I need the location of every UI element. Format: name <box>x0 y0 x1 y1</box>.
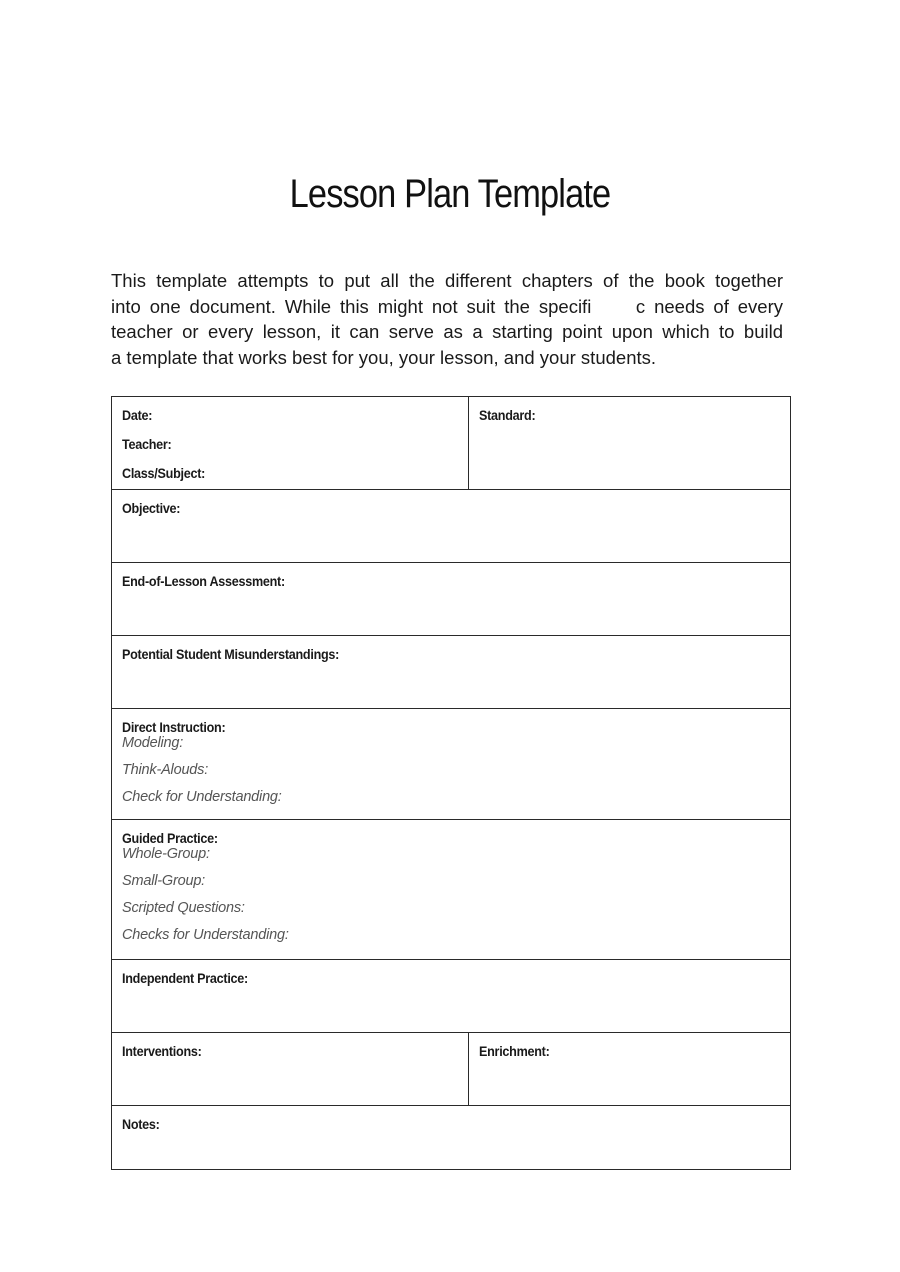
independent-practice-label: Independent Practice: <box>122 970 248 986</box>
misunderstandings-label: Potential Student Misunderstandings: <box>122 646 340 662</box>
direct-instruction-label: Direct Instruction: <box>122 719 226 735</box>
notes-cell[interactable] <box>112 1106 791 1170</box>
objective-label: Objective: <box>122 500 181 516</box>
teacher-label: Teacher: <box>122 436 172 452</box>
standard-cell[interactable] <box>469 397 791 490</box>
enrichment-label: Enrichment: <box>479 1043 550 1059</box>
direct-instruction-cell[interactable] <box>112 709 791 820</box>
intro-line: into one document. While this might not suit the specifi c needs of every <box>111 295 783 317</box>
assessment-label: End-of-Lesson Assessment: <box>122 573 285 589</box>
interventions-cell[interactable] <box>112 1033 469 1106</box>
interventions-label: Interventions: <box>122 1043 202 1059</box>
class-subject-label: Class/Subject: <box>122 465 206 481</box>
think-alouds-label: Think-Alouds: <box>122 762 209 778</box>
header-info-cell[interactable] <box>112 397 469 490</box>
enrichment-cell[interactable] <box>469 1033 791 1106</box>
guided-practice-label: Guided Practice: <box>122 830 218 846</box>
intro-line: a template that works best for you, your lesson, and your students. <box>111 346 657 368</box>
standard-label: Standard: <box>479 407 536 423</box>
guided-practice-cell[interactable] <box>112 820 791 960</box>
whole-group-label: Whole-Group: <box>122 846 210 862</box>
page-title: Lesson Plan Template <box>289 172 611 216</box>
objective-cell[interactable] <box>112 490 791 563</box>
checks-for-understanding-label: Checks for Understanding: <box>122 927 289 943</box>
intro-paragraph <box>111 268 783 370</box>
scripted-questions-label: Scripted Questions: <box>122 900 245 916</box>
notes-label: Notes: <box>122 1116 160 1132</box>
modeling-label: Modeling: <box>122 735 184 751</box>
independent-practice-cell[interactable] <box>112 960 791 1033</box>
misunderstandings-cell[interactable] <box>112 636 791 709</box>
intro-line: teacher or every lesson, it can serve as a starting point upon which to build <box>111 321 783 342</box>
small-group-label: Small-Group: <box>122 873 206 889</box>
assessment-cell[interactable] <box>112 563 791 636</box>
check-for-understanding-label: Check for Understanding: <box>122 789 282 805</box>
date-label: Date: <box>122 407 153 423</box>
lesson-plan-form <box>111 396 791 1170</box>
intro-line: This template attempts to put all the different chapters of the book together <box>111 270 783 291</box>
